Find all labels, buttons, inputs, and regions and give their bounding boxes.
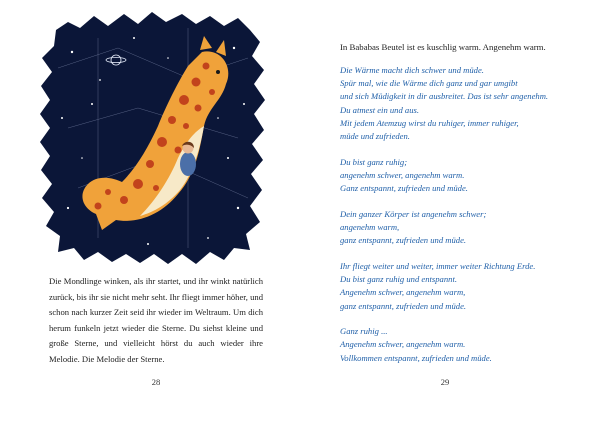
verse-line: Ihr fliegt weiter und weiter, immer weiter Richtung Erde.: [340, 260, 536, 271]
verse-line: angenehm warm,: [340, 222, 400, 233]
verse-line: Ganz entspannt, zufrieden und müde.: [340, 183, 468, 194]
verse-line: Mit jedem Atemzug wirst du ruhiger, immer ruhiger,: [340, 117, 519, 128]
verse-line: ganz entspannt, zufrieden und müde.: [340, 300, 467, 311]
verse-line: müde und zufrieden.: [340, 131, 410, 142]
verse-line: Du bist ganz ruhig;: [340, 156, 408, 167]
intro-line: In Bababas Beutel ist es kuschlig warm. Angenehm warm.: [340, 42, 546, 52]
verse-line: Angenehm schwer, angenehm warm,: [340, 287, 466, 298]
verse-line: Vollkommen entspannt, zufrieden und müde.: [340, 352, 492, 363]
stanza: [340, 325, 590, 365]
stanza: [340, 156, 590, 196]
verse-line: Du bist ganz ruhig und entspannt.: [340, 274, 457, 285]
verse-line: und sich Müdigkeit in dir ausbreitet. Das ist sehr angenehm.: [340, 91, 549, 102]
verse-line: Spür mal, wie die Wärme dich ganz und gar umgibt: [340, 78, 518, 89]
verse-line: Ganz ruhig ...: [340, 326, 388, 337]
page-number-right: 29: [440, 377, 450, 387]
stanza: [340, 260, 590, 313]
verse-line: Angenehm schwer, angenehm warm.: [340, 339, 466, 350]
verse-block: [340, 64, 590, 377]
right-page: [300, 0, 600, 423]
paragraph-text: Die Mondlinge winken, als ihr startet, und ihr winkt natürlich zurück, bis ihr sie nicht mehr seht. Ihr fliegt immer höher, und schon nach kurzer Zeit seid ihr wieder im Weltraum. Um dich herum funkeln jetzt wieder die Sterne. Du siehst kleine und große Sterne, und vielleicht hörst du auch wieder ihre Melodie. Die Melodie der Sterne.: [49, 276, 263, 364]
body-paragraph: [49, 274, 263, 368]
verse-line: angenehm schwer, angenehm warm.: [340, 169, 465, 180]
page-number-left: 28: [151, 377, 161, 387]
stanza: [340, 208, 590, 248]
verse-line: Du atmest ein und aus.: [340, 104, 420, 115]
illustration: [38, 8, 266, 266]
verse-line: Dein ganzer Körper ist angenehm schwer;: [340, 208, 487, 219]
verse-line: Die Wärme macht dich schwer und müde.: [340, 65, 484, 75]
verse-line: ganz entspannt, zufrieden und müde.: [340, 235, 467, 246]
stanza: [340, 64, 590, 143]
